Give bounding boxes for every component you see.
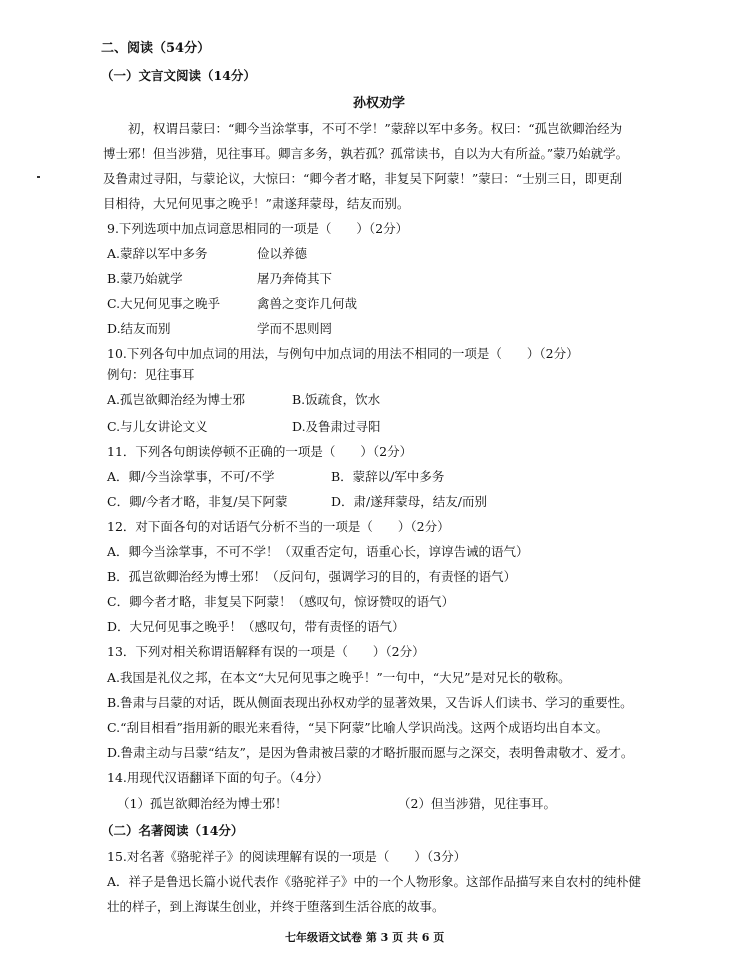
q11-option-c: C．卿/今者才略，非复/吴下阿蒙 [107, 494, 288, 509]
passage-line: 博士邪！但当涉猎，见往事耳。卿言多务，孰若孤？孤常读书，自以为大有所益。”蒙乃始就学。 [103, 146, 629, 161]
q9-stem: 9.下列选项中加点词意思相同的一项是（ ）（2分） [107, 221, 409, 236]
q9-option-c: C.大兄何见事之晚乎 [107, 296, 221, 311]
q11-option-a: A．卿/今当涂掌事，不可/不学 [107, 469, 275, 484]
q10-example: 例句：见往事耳 [107, 367, 195, 382]
q14-item-1: （1）孤岂欲卿治经为博士邪！ [117, 796, 288, 811]
section-title: 二、阅读（54分） [101, 41, 211, 56]
passage-line: 初，权谓吕蒙曰：“卿今当涂掌事，不可不学！”蒙辞以军中多务。权曰：“孤岂欲卿治经为 [128, 121, 623, 136]
q14-item-2: （2）但当涉猎，见往事耳。 [398, 796, 556, 811]
q13-option-c: C.“刮目相看”指用新的眼光来看待，“吴下阿蒙”比喻人学识尚浅。这两个成语均出自本文。 [107, 720, 609, 735]
q9-option-d: D.结友而别 [107, 321, 171, 336]
classical-reading-title: （一）文言文阅读（14分） [101, 68, 256, 83]
q12-option-a: A．卿今当涂掌事，不可不学！（双重否定句，语重心长，谆谆告诫的语气） [107, 544, 529, 559]
passage-title: 孙权劝学 [353, 96, 406, 111]
q11-option-d: D．肃/遂拜蒙母，结友/而别 [331, 494, 487, 509]
q12-option-c: C．卿今者才略，非复吴下阿蒙！（感叹句，惊讶赞叹的语气） [107, 594, 455, 609]
q11-stem: 11．下列各句朗读停顿不正确的一项是（ ）（2分） [107, 444, 413, 459]
q12-option-d: D．大兄何见事之晚乎！（感叹句，带有责怪的语气） [107, 619, 405, 634]
q9-option-a: A.蒙辞以军中多务 [107, 246, 208, 261]
scan-speck [37, 176, 40, 178]
page-footer: 七年级语文试卷 第 3 页 共 6 页 [285, 931, 445, 944]
q13-option-b: B.鲁肃与吕蒙的对话，既从侧面表现出孙权劝学的显著效果，又告诉人们读书、学习的重要性。 [107, 695, 633, 710]
q12-option-b: B．孤岂欲卿治经为博士邪！（反问句，强调学习的目的，有责怪的语气） [107, 569, 517, 584]
q11-option-b: B．蒙辞以/军中多务 [331, 469, 445, 484]
q15-stem: 15.对名著《骆驼祥子》的阅读理解有误的一项是（ ）（3分） [107, 849, 467, 864]
q9-option-b-compare: 屠乃奔倚其下 [257, 271, 333, 286]
q9-option-b: B.蒙乃始就学 [107, 271, 183, 286]
q10-option-d: D.及鲁肃过寻阳 [292, 419, 381, 434]
q15-option-a-line: 壮的样子，到上海谋生创业，并终于堕落到生活谷底的故事。 [107, 899, 445, 914]
q13-option-a: A.我国是礼仪之邦，在本文“大兄何见事之晚乎！”一句中，“大兄”是对兄长的敬称。 [107, 670, 571, 685]
q10-stem: 10.下列各句中加点词的用法，与例句中加点词的用法不相同的一项是（ ）（2分） [107, 346, 579, 361]
q12-stem: 12．对下面各句的对话语气分析不当的一项是（ ）（2分） [107, 519, 450, 534]
q14-stem: 14.用现代汉语翻译下面的句子。（4分） [107, 770, 329, 785]
q10-option-a: A.孤岂欲卿治经为博士邪 [107, 392, 246, 407]
q13-option-d: D.鲁肃主动与吕蒙“结友”，是因为鲁肃被吕蒙的才略折服而愿与之深交，表明鲁肃敬才、爱才。 [107, 745, 634, 760]
q10-option-c: C.与儿女讲论文义 [107, 419, 208, 434]
passage-line: 目相待，大兄何见事之晚乎！”肃遂拜蒙母，结友而别。 [103, 196, 410, 211]
q9-option-c-compare: 禽兽之变诈几何哉 [257, 296, 358, 311]
passage-line: 及鲁肃过寻阳，与蒙论议，大惊曰：“卿今者才略，非复吴下阿蒙！”蒙曰：“士别三日，即更刮 [103, 171, 623, 186]
q15-option-a-line: A．祥子是鲁迅长篇小说代表作《骆驼祥子》中的一个人物形象。这部作品描写来自农村的纯朴健 [107, 874, 642, 889]
q10-option-b: B.饭疏食，饮水 [292, 392, 381, 407]
q13-stem: 13．下列对相关称谓语解释有误的一项是（ ）（2分） [107, 644, 425, 659]
q9-option-d-compare: 学而不思则罔 [257, 321, 333, 336]
classic-reading-title: （二）名著阅读（14分） [101, 823, 244, 838]
q9-option-a-compare: 俭以养德 [257, 246, 308, 261]
